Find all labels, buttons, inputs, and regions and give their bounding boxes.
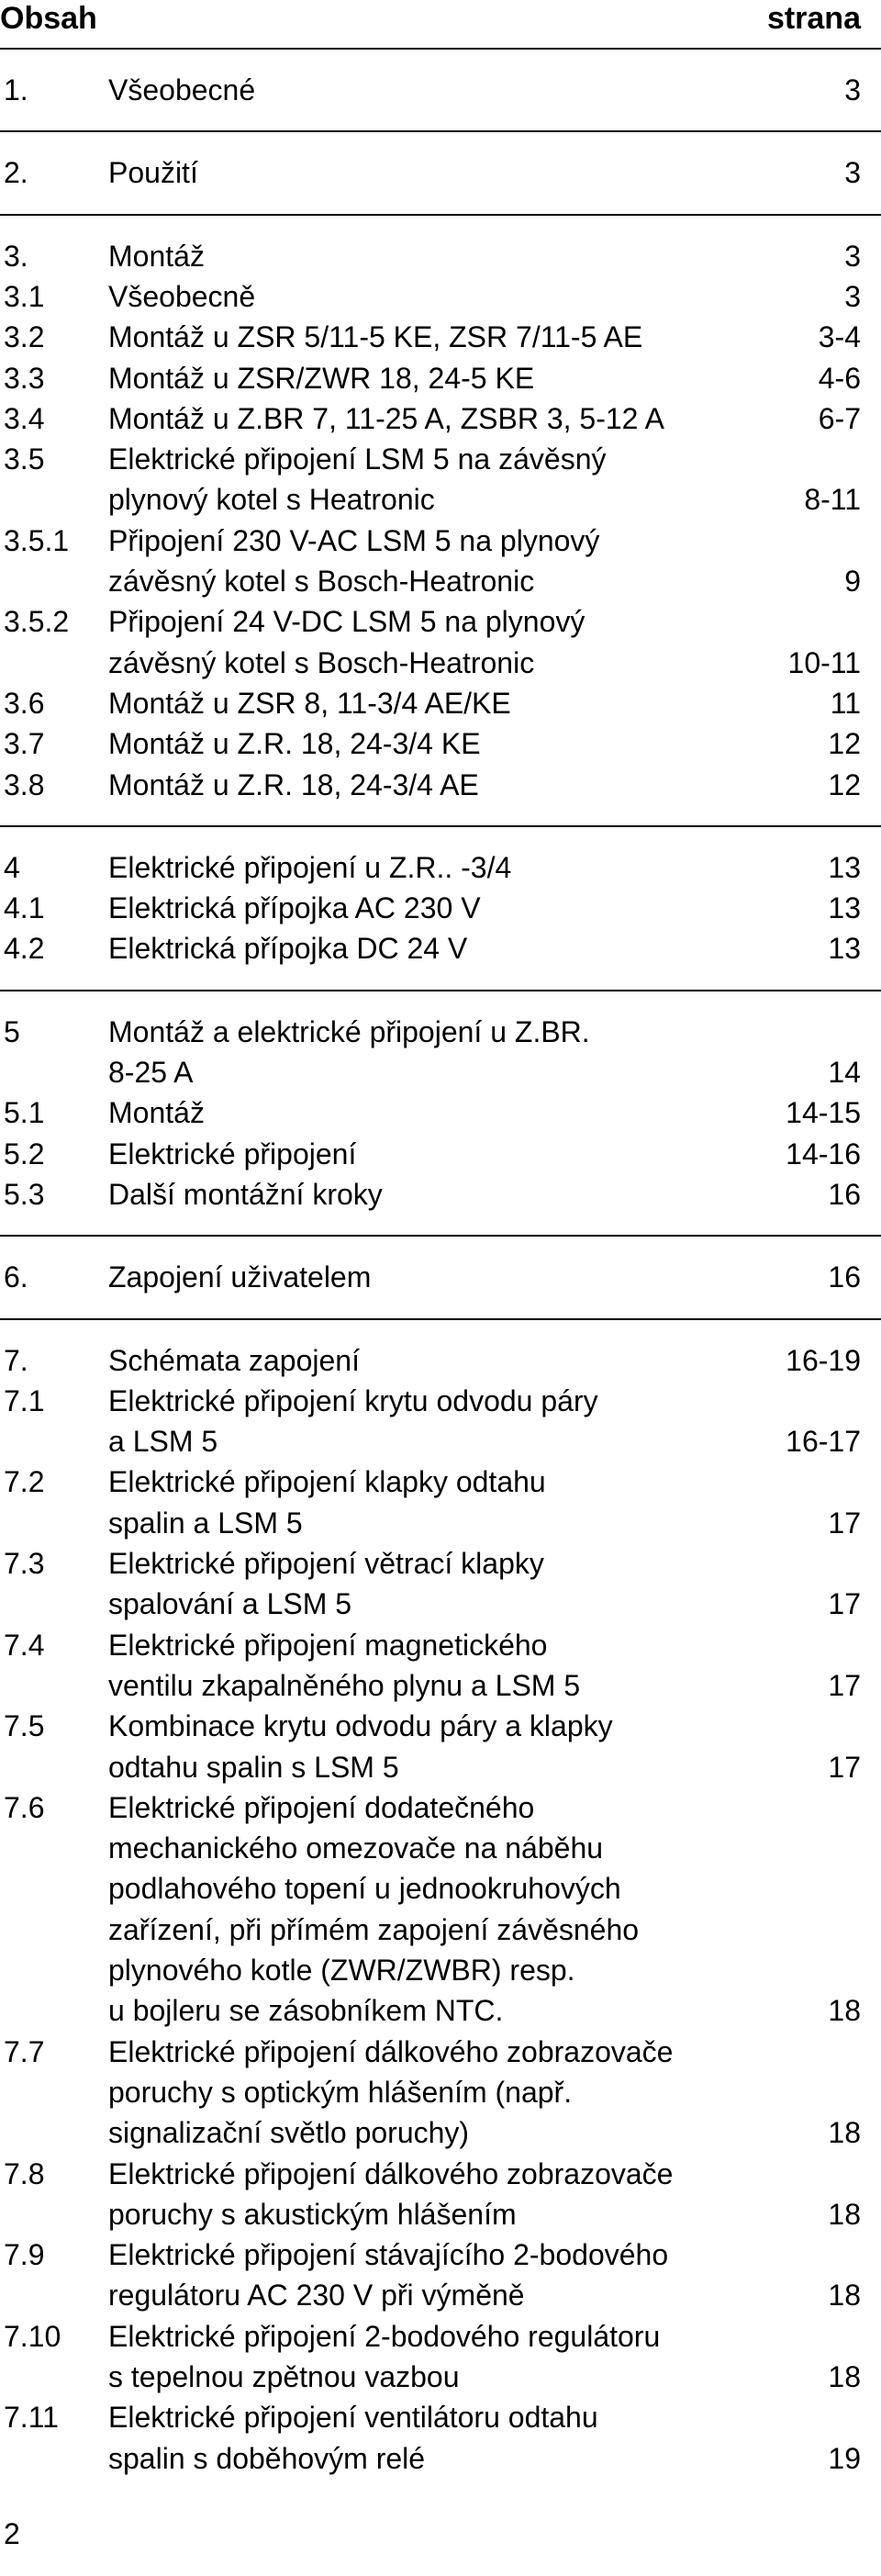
section-divider: [0, 214, 881, 216]
toc-line: [0, 1787, 881, 1828]
toc-entry-page: 9: [844, 565, 861, 598]
toc-entry-number: 7.1: [4, 1383, 45, 1417]
toc-entry-number: 3.5: [4, 442, 45, 476]
toc-entry-page: 18: [828, 1994, 861, 2028]
toc-entry-title: Elektrické připojení u Z.R.. -3/4: [108, 850, 512, 884]
toc-entry-title: Montáž: [108, 239, 205, 273]
toc-line: [0, 2275, 881, 2315]
toc-entry-number: 7.11: [4, 2401, 59, 2435]
toc-line: [0, 1990, 881, 2031]
toc-entry-title: plynový kotel s Heatronic: [108, 483, 435, 517]
toc-entry-title: Zapojení uživatelem: [108, 1260, 372, 1294]
toc-entry-page: 16-19: [786, 1343, 861, 1377]
toc-entry-number: 3.7: [4, 727, 45, 761]
footer-page-number: 2: [4, 2517, 20, 2550]
toc-line: [0, 1584, 881, 1624]
toc-entry-number: 3.: [4, 239, 28, 273]
section-divider: [0, 1318, 881, 1320]
toc-entry-title: Další montážní kroky: [108, 1177, 383, 1211]
toc-line: [0, 1340, 881, 1381]
toc-entry-number: 3.5.2: [4, 605, 70, 639]
toc-entry-number: 4.2: [4, 932, 45, 966]
toc-entry-title: Montáž u ZSR 5/11-5 KE, ZSR 7/11-5 AE: [108, 320, 643, 354]
toc-entry-page: 18: [828, 2279, 861, 2313]
toc-entry-page: 12: [828, 727, 861, 761]
toc-entry-page: 13: [828, 850, 861, 884]
toc-entry-page: 3-4: [818, 320, 861, 354]
toc-line: [0, 2357, 881, 2397]
toc-entry-page: 18: [828, 2360, 861, 2393]
toc-entry-title: Elektrické připojení: [108, 1137, 357, 1170]
toc-line: [0, 601, 881, 642]
toc-line: [0, 1381, 881, 1421]
toc-entry-number: 5: [4, 1014, 20, 1048]
toc-line: [0, 1257, 881, 1297]
toc-entry-title: Montáž a elektrické připojení u Z.BR.: [108, 1014, 590, 1048]
toc-entry-title: Elektrické připojení 2-bodového regulátoru: [108, 2319, 661, 2353]
toc-line: [0, 398, 881, 439]
toc-line: [0, 1868, 881, 1909]
toc-entry-title: Všeobecně: [108, 279, 256, 313]
toc-line: [0, 2397, 881, 2437]
toc-entry-title: Montáž u Z.R. 18, 24-3/4 AE: [108, 767, 479, 801]
toc-line: [0, 1503, 881, 1543]
toc-entry-number: 7.3: [4, 1547, 45, 1580]
toc-entry-number: 7.9: [4, 2238, 45, 2272]
toc-entry-page: 16: [828, 1260, 861, 1294]
toc-entry-title: signalizační světlo poruchy): [108, 2116, 470, 2150]
toc-entry-number: 6.: [4, 1260, 28, 1294]
toc-line: [0, 683, 881, 723]
toc-entry-page: 12: [828, 767, 861, 801]
toc-header: [0, 0, 881, 40]
toc-entry-title: Montáž u Z.R. 18, 24-3/4 KE: [108, 727, 481, 761]
toc-line: [0, 2194, 881, 2234]
toc-line: [0, 1421, 881, 1462]
toc-line: [0, 70, 881, 110]
toc-entry-number: 7.6: [4, 1790, 45, 1824]
toc-line: [0, 888, 881, 928]
toc-line: [0, 847, 881, 888]
toc-entry-number: 7.5: [4, 1709, 45, 1743]
toc-entry-title: Všeobecné: [108, 73, 256, 106]
toc-entry-page: 16: [828, 1177, 861, 1211]
toc-entry-page: 3: [844, 239, 861, 273]
toc-entry-title: Montáž u ZSR 8, 11-3/4 AE/KE: [108, 686, 511, 720]
toc-line: [0, 236, 881, 276]
toc-line: [0, 317, 881, 357]
toc-entry-title: poruchy s akustickým hlášením: [108, 2197, 517, 2231]
toc-line: [0, 928, 881, 969]
toc-entry-number: 7.10: [4, 2319, 61, 2353]
toc-entry-title: Elektrické připojení dodatečného: [108, 1790, 535, 1824]
toc-line: [0, 1950, 881, 1990]
toc-line: [0, 2112, 881, 2153]
toc-entry-page: 8-11: [804, 483, 861, 517]
toc-entry-title: poruchy s optickým hlášením (např.: [108, 2075, 573, 2109]
toc-line: [0, 1462, 881, 1502]
toc-entry-number: 3.8: [4, 767, 45, 801]
toc-line: [0, 1706, 881, 1746]
section-divider: [0, 130, 881, 132]
toc-line: [0, 2154, 881, 2194]
toc-line: [0, 1012, 881, 1052]
toc-entry-title: u bojleru se zásobníkem NTC.: [108, 1994, 504, 2028]
toc-entry-number: 4: [4, 850, 20, 884]
toc-entry-title: Montáž u ZSR/ZWR 18, 24-5 KE: [108, 361, 535, 395]
toc-entry-title: plynového kotle (ZWR/ZWBR) resp.: [108, 1954, 575, 1987]
toc-line: [0, 1828, 881, 1868]
toc-entry-number: 7.4: [4, 1628, 45, 1662]
toc-entry-page: 14-16: [786, 1137, 861, 1170]
toc-entry-title: Elektrické připojení stávajícího 2-bodového: [108, 2238, 669, 2272]
toc-entry-page: 11: [830, 686, 861, 720]
toc-entry-title: závěsný kotel s Bosch-Heatronic: [108, 645, 535, 679]
toc-entry-title: odtahu spalin s LSM 5: [108, 1750, 399, 1784]
toc-entry-title: Montáž: [108, 1096, 205, 1130]
toc-line: [0, 1092, 881, 1133]
toc-entry-page: 19: [828, 2441, 861, 2475]
toc-entry-title: zařízení, při přímém zapojení závěsného: [108, 1912, 640, 1946]
toc-line: [0, 521, 881, 561]
toc-entry-page: 3: [844, 73, 861, 106]
toc-line: [0, 643, 881, 683]
toc-line: [0, 1665, 881, 1706]
toc-entry-title: Elektrické připojení větrací klapky: [108, 1547, 544, 1580]
toc-entry-title: regulátoru AC 230 V při výměně: [108, 2279, 525, 2313]
toc-entry-number: 5.3: [4, 1177, 45, 1211]
toc-entry-page: 18: [828, 2116, 861, 2150]
toc-entry-title: Elektrické připojení ventilátoru odtahu: [108, 2401, 598, 2435]
toc-entry-number: 7.2: [4, 1465, 45, 1499]
toc-entry-number: 1.: [4, 73, 28, 106]
toc-line: [0, 479, 881, 520]
toc-line: [0, 439, 881, 479]
toc-entry-number: 2.: [4, 156, 28, 190]
toc-entry-page: 10-11: [787, 645, 861, 679]
toc-entry-title: Použití: [108, 156, 198, 190]
toc-entry-title: Montáž u Z.BR 7, 11-25 A, ZSBR 3, 5-12 A: [108, 401, 664, 435]
toc-entry-page: 13: [828, 891, 861, 925]
toc-entry-number: 3.5.1: [4, 523, 70, 557]
toc-line: [0, 2072, 881, 2112]
toc-entry-title: Elektrické připojení magnetického: [108, 1628, 548, 1662]
toc-entry-title: Elektrická přípojka DC 24 V: [108, 932, 468, 966]
toc-line: [0, 1052, 881, 1092]
toc-entry-number: 3.3: [4, 361, 45, 395]
toc-entry-number: 5.1: [4, 1096, 45, 1130]
toc-entry-title: Elektrické připojení klapky odtahu: [108, 1465, 546, 1499]
toc-line: [0, 1543, 881, 1584]
toc-line: [0, 1910, 881, 1950]
toc-line: [0, 1134, 881, 1174]
toc-entry-title: ventilu zkapalněného plynu a LSM 5: [108, 1668, 581, 1702]
toc-entry-title: spalin a LSM 5: [108, 1506, 303, 1540]
toc-line: [0, 723, 881, 764]
toc-line: [0, 561, 881, 601]
page-title: Obsah: [0, 1, 97, 36]
toc-entry-title: Připojení 230 V-AC LSM 5 na plynový: [108, 523, 600, 557]
toc-entry-page: 17: [828, 1750, 861, 1784]
toc-entry-page: 13: [828, 932, 861, 966]
toc-entry-title: Elektrické připojení krytu odvodu páry: [108, 1383, 598, 1417]
section-divider: [0, 990, 881, 991]
toc-entry-title: Kombinace krytu odvodu páry a klapky: [108, 1709, 613, 1743]
toc-entry-title: Elektrické připojení LSM 5 na závěsný: [108, 442, 607, 476]
toc-entry-page: 17: [828, 1587, 861, 1621]
toc-entry-title: s tepelnou zpětnou vazbou: [108, 2360, 460, 2393]
toc-entry-title: Elektrické připojení dálkového zobrazovače: [108, 2156, 674, 2190]
section-divider: [0, 1235, 881, 1237]
section-divider: [0, 48, 881, 50]
toc-line: [0, 1174, 881, 1215]
toc-entry-title: podlahového topení u jednookruhových: [108, 1872, 621, 1906]
toc-line: [0, 1747, 881, 1787]
toc-entry-page: 4-6: [818, 361, 861, 395]
toc-entry-page: 16-17: [786, 1425, 861, 1459]
toc-line: [0, 358, 881, 398]
toc-line: [0, 152, 881, 193]
toc-entry-number: 7.8: [4, 2156, 45, 2190]
toc-entry-title: Schémata zapojení: [108, 1343, 360, 1377]
page-column-label: strana: [766, 1, 861, 36]
toc-entry-page: 14: [828, 1056, 861, 1089]
toc-entry-page: 17: [828, 1668, 861, 1702]
toc-line: [0, 1625, 881, 1665]
toc-entry-number: 4.1: [4, 891, 45, 925]
toc-entry-number: 5.2: [4, 1137, 45, 1170]
toc-entry-number: 3.1: [4, 279, 45, 313]
toc-entry-title: závěsný kotel s Bosch-Heatronic: [108, 565, 535, 598]
toc-entry-number: 7.: [4, 1343, 28, 1377]
toc-entry-page: 17: [828, 1506, 861, 1540]
toc-entry-title: 8-25 A: [108, 1056, 194, 1089]
toc-entry-page: 6-7: [818, 401, 861, 435]
toc-entry-number: 3.4: [4, 401, 45, 435]
toc-line: [0, 2032, 881, 2072]
toc-entry-page: 3: [844, 279, 861, 313]
toc-entry-title: mechanického omezovače na náběhu: [108, 1831, 604, 1865]
toc-line: [0, 765, 881, 805]
toc-line: [0, 2438, 881, 2479]
toc-entry-title: Elektrická přípojka AC 230 V: [108, 891, 481, 925]
toc-entry-title: spalin s doběhovým relé: [108, 2441, 426, 2475]
toc-entry-page: 14-15: [786, 1096, 861, 1130]
toc-entry-title: a LSM 5: [108, 1425, 218, 1459]
toc-entry-title: Připojení 24 V-DC LSM 5 na plynový: [108, 605, 585, 639]
toc-entry-number: 3.2: [4, 320, 45, 354]
toc-entry-number: 7.7: [4, 2034, 45, 2068]
toc-entry-title: spalování a LSM 5: [108, 1587, 352, 1621]
toc-entry-number: 3.6: [4, 686, 45, 720]
toc-line: [0, 276, 881, 317]
toc-entry-page: 18: [828, 2197, 861, 2231]
toc-entry-page: 3: [844, 156, 861, 190]
toc-line: [0, 2234, 881, 2275]
toc-line: [0, 2316, 881, 2357]
section-divider: [0, 825, 881, 827]
toc-entry-title: Elektrické připojení dálkového zobrazovače: [108, 2034, 674, 2068]
